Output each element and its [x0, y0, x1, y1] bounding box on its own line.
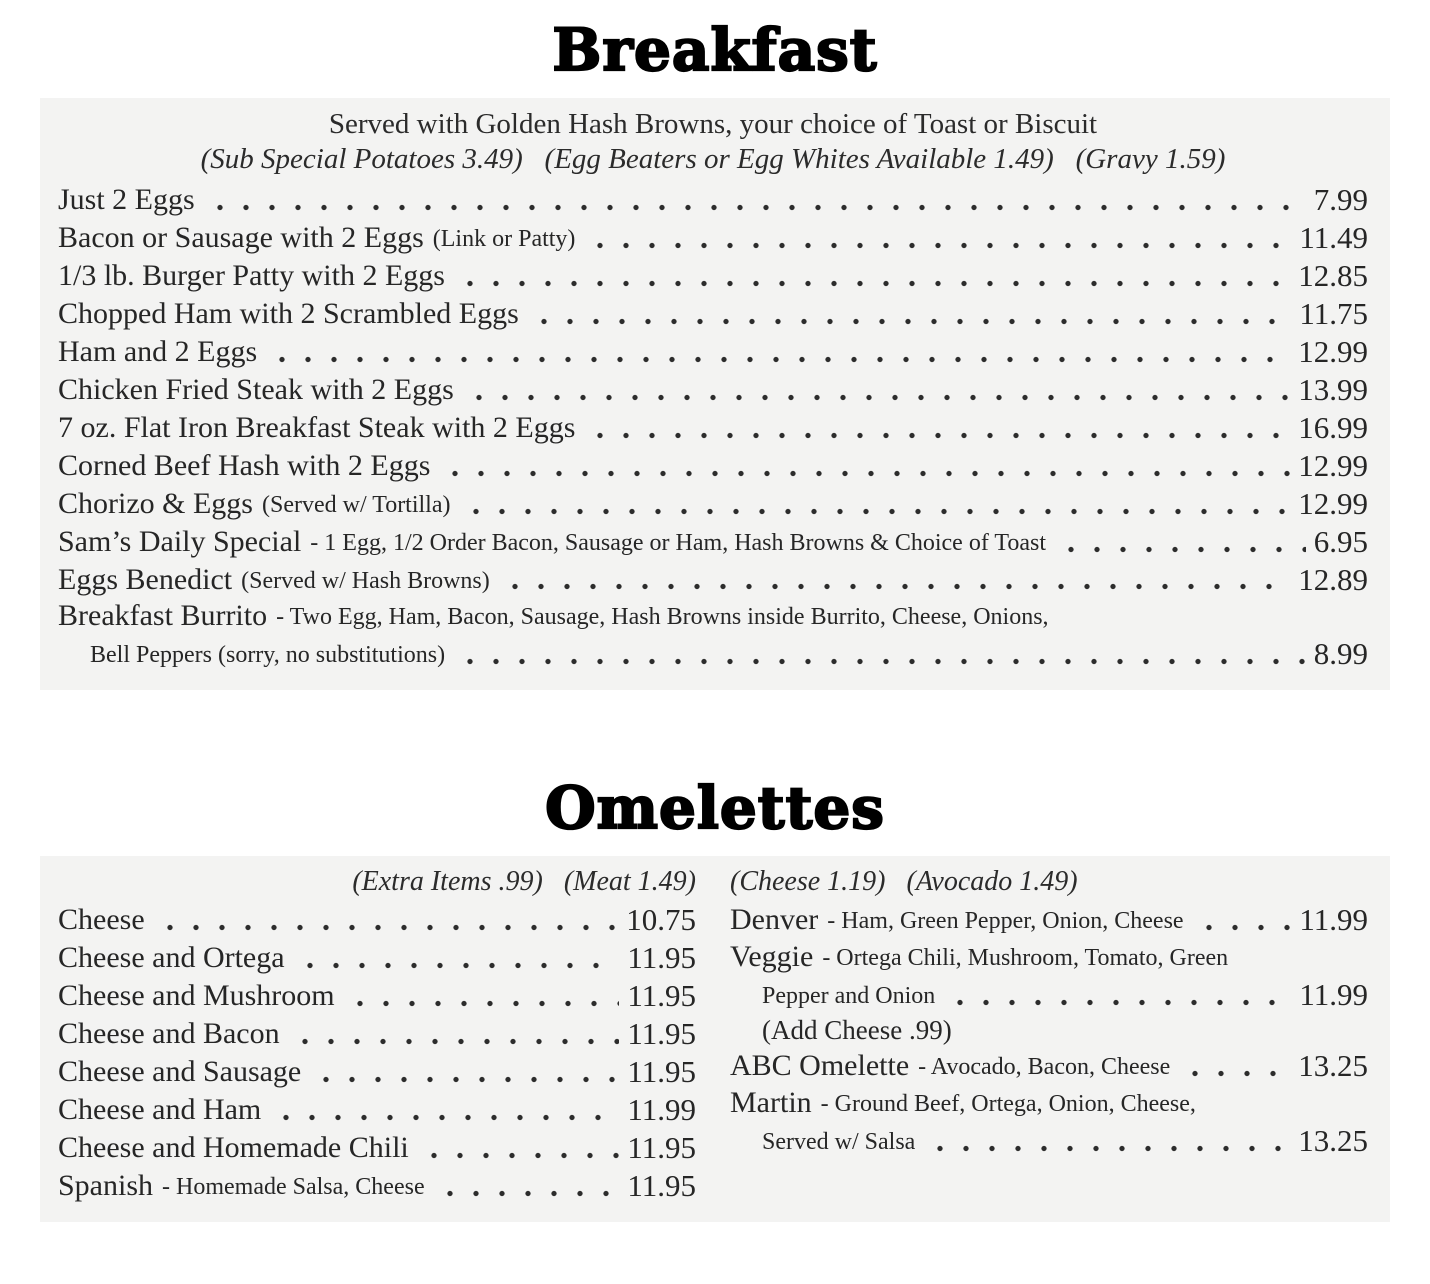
dot-leader: [271, 1098, 619, 1128]
dot-leader: [267, 340, 1290, 370]
item-name: Chorizo & Eggs: [58, 486, 253, 520]
dot-leader: [205, 188, 1306, 218]
item-name: Veggie: [730, 940, 814, 974]
menu-item: [58, 902, 696, 938]
menu-item: [730, 902, 1368, 938]
item-name: Cheese and Sausage: [58, 1055, 302, 1089]
menu-item: [58, 1054, 696, 1090]
item-price: 11.99: [1299, 976, 1368, 1012]
item-name: Spanish: [58, 1169, 154, 1203]
item-price: 13.99: [1298, 371, 1368, 407]
dot-leader: [435, 1174, 620, 1204]
item-note: (Add Cheese .99): [762, 1014, 952, 1045]
item-price: 11.49: [1299, 219, 1368, 255]
item-name: Breakfast Burrito: [58, 599, 268, 633]
menu-item: [58, 220, 1368, 256]
item-price: 11.75: [1299, 295, 1368, 331]
dot-leader: [440, 454, 1290, 484]
item-name: Cheese and Mushroom: [58, 979, 335, 1013]
item-price: 10.75: [626, 902, 696, 938]
item-desc: - Two Egg, Ham, Bacon, Sausage, Hash Browns inside Burrito, Cheese, Onions,: [276, 604, 1049, 631]
item-name: Ham and 2 Eggs: [58, 334, 258, 368]
item-price: 8.99: [1313, 636, 1368, 672]
menu-item-continuation: [730, 977, 1368, 1013]
item-desc: - Ham, Green Pepper, Onion, Cheese: [827, 908, 1184, 935]
dot-leader: [461, 492, 1291, 522]
dot-leader: [1056, 530, 1306, 560]
dot-leader: [585, 226, 1291, 256]
item-name: ABC Omelette: [730, 1049, 910, 1083]
menu-item: [58, 372, 1368, 408]
item-price: 12.99: [1298, 485, 1368, 521]
item-desc: (Served w/ Hash Browns): [241, 567, 490, 594]
dot-leader: [290, 1022, 620, 1052]
item-desc: - Homemade Salsa, Cheese: [162, 1174, 425, 1201]
menu-item: [58, 296, 1368, 332]
item-price: 13.25: [1298, 1123, 1368, 1158]
item-price: 6.95: [1313, 523, 1368, 559]
item-price: 12.99: [1298, 333, 1368, 369]
item-name: Sam’s Daily Special: [58, 524, 302, 558]
item-desc-continued: Bell Peppers (sorry, no substitutions): [90, 642, 446, 669]
item-name: Just 2 Eggs: [58, 183, 195, 217]
item-name: Chicken Fried Steak with 2 Eggs: [58, 372, 454, 406]
menu-item: [58, 978, 696, 1014]
item-desc: - 1 Egg, 1/2 Order Bacon, Sausage or Ham, Hash Browns & Choice of Toast: [310, 529, 1047, 556]
menu-item: [58, 182, 1368, 218]
item-price: 12.99: [1298, 447, 1368, 483]
item-desc: - Avocado, Bacon, Cheese: [918, 1054, 1171, 1081]
dot-leader: [1194, 908, 1292, 938]
dot-leader: [925, 1129, 1290, 1159]
item-price: 11.95: [627, 1167, 696, 1203]
menu-item: [58, 1016, 696, 1052]
item-desc-continued: Pepper and Onion: [762, 983, 936, 1010]
dot-leader: [455, 642, 1306, 672]
item-name: Cheese and Bacon: [58, 1017, 280, 1051]
item-price: 12.85: [1298, 257, 1368, 293]
menu-item: [58, 940, 696, 976]
dot-leader: [311, 1060, 619, 1090]
dot-leader: [464, 378, 1290, 408]
breakfast-addons: (Sub Special Potatoes 3.49) (Egg Beaters or Egg Whites Available 1.49) (Gravy 1.59): [200, 143, 1226, 175]
omelettes-left-column: [58, 866, 696, 1206]
item-name: Cheese and Homemade Chili: [58, 1131, 409, 1165]
item-price: 11.95: [627, 1054, 696, 1090]
menu-item-continuation: [58, 636, 1368, 672]
item-name: Denver: [730, 903, 819, 937]
dot-leader: [419, 1136, 620, 1166]
menu-item-note: [762, 1015, 1368, 1046]
dot-leader: [345, 984, 620, 1014]
item-price: 11.95: [627, 978, 696, 1014]
breakfast-subtitle: Served with Golden Hash Browns, your choice of Toast or Biscuit: [328, 108, 1098, 140]
menu-item: [730, 1048, 1368, 1084]
menu-item: [58, 1130, 696, 1166]
item-name: Bacon or Sausage with 2 Eggs: [58, 221, 424, 255]
menu-item: [58, 486, 1368, 522]
breakfast-title: Breakfast: [552, 16, 878, 84]
item-desc: - Ortega Chili, Mushroom, Tomato, Green: [822, 945, 1229, 972]
item-name: Corned Beef Hash with 2 Eggs: [58, 448, 431, 482]
item-name: Cheese and Ham: [58, 1093, 262, 1127]
menu-item: [58, 562, 1368, 598]
menu-item: [730, 940, 1368, 975]
item-desc: - Ground Beef, Ortega, Onion, Cheese,: [820, 1091, 1196, 1118]
item-price: 11.95: [627, 1016, 696, 1052]
item-price: 11.99: [627, 1092, 696, 1127]
dot-leader: [155, 908, 619, 938]
dot-leader: [295, 946, 620, 976]
item-price: 11.95: [627, 940, 696, 976]
menu-item-continuation: [730, 1123, 1368, 1159]
omelettes-addons-right: (Cheese 1.19) (Avocado 1.49): [730, 866, 1078, 898]
item-price: 11.99: [1299, 902, 1368, 938]
menu-item: [730, 1086, 1368, 1121]
item-name: Chopped Ham with 2 Scrambled Eggs: [58, 297, 519, 331]
item-name: Eggs Benedict: [58, 562, 233, 596]
omelettes-panel: [40, 856, 1390, 1222]
item-price: 7.99: [1313, 182, 1368, 217]
omelettes-addons-left: (Extra Items .99) (Meat 1.49): [352, 866, 696, 898]
item-desc: (Served w/ Tortilla): [262, 491, 451, 518]
breakfast-panel: [40, 98, 1390, 690]
dot-leader: [529, 302, 1292, 332]
item-name: Cheese and Ortega: [58, 941, 285, 975]
item-price: 16.99: [1298, 409, 1368, 445]
item-name: 7 oz. Flat Iron Breakfast Steak with 2 Eggs: [58, 410, 576, 444]
item-desc-continued: Served w/ Salsa: [762, 1129, 916, 1156]
omelettes-title: Omelettes: [545, 774, 885, 843]
menu-item: [58, 1168, 696, 1204]
item-price: 12.89: [1298, 561, 1368, 597]
menu-item: [58, 524, 1368, 560]
dot-leader: [455, 264, 1290, 294]
menu-item: [58, 258, 1368, 294]
item-name: Martin: [730, 1086, 812, 1120]
item-desc: (Link or Patty): [432, 226, 576, 253]
dot-leader: [1180, 1054, 1290, 1084]
item-name: 1/3 lb. Burger Patty with 2 Eggs: [58, 259, 445, 293]
menu-item: [58, 410, 1368, 446]
menu-item: [58, 448, 1368, 484]
item-name: Cheese: [58, 903, 145, 937]
item-price: 13.25: [1298, 1048, 1368, 1084]
menu-item: [58, 599, 1368, 634]
dot-leader: [945, 983, 1291, 1013]
item-price: 11.95: [627, 1129, 696, 1165]
menu-item: [58, 334, 1368, 370]
dot-leader: [585, 416, 1290, 446]
dot-leader: [500, 567, 1290, 597]
menu-item: [58, 1092, 696, 1128]
omelettes-right-column: [730, 866, 1368, 1206]
